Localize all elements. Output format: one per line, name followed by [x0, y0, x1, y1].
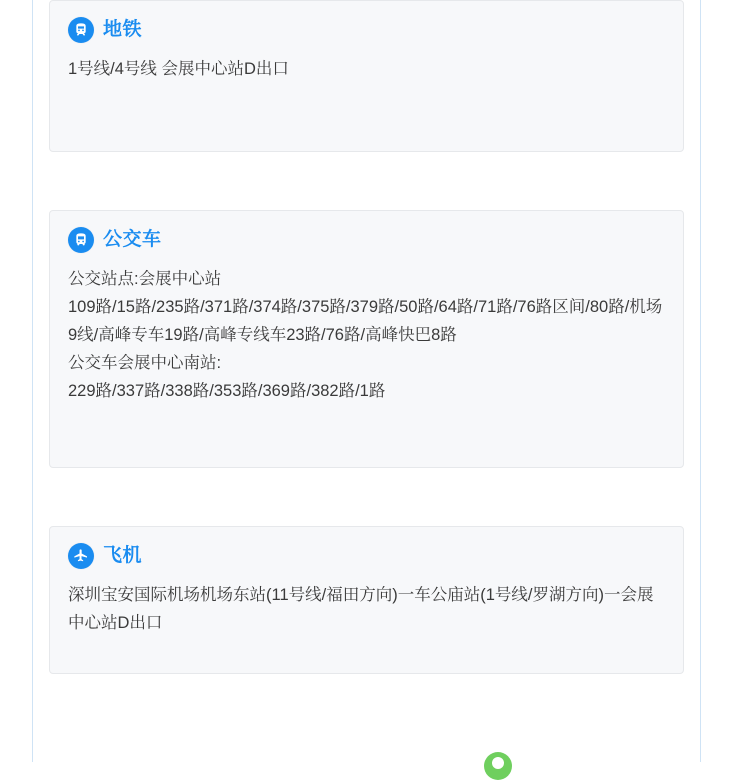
section-card-airplane [49, 526, 684, 674]
section-card-bus-inner [50, 211, 683, 423]
section-line: 1号线/4号线 会展中心站D出口 [68, 60, 289, 78]
page-rail-right [700, 0, 701, 762]
content-column [33, 0, 700, 762]
section-line: 公交站点:会展中心站 [68, 270, 222, 288]
section-card-metro [49, 0, 684, 152]
section-header-bus [68, 227, 665, 253]
metro-icon [68, 17, 94, 43]
section-body-metro [68, 55, 665, 83]
section-card-airplane-inner [50, 527, 683, 655]
section-line: 公交车会展中心南站: [68, 354, 222, 372]
section-header-airplane [68, 543, 665, 569]
section-title-bus: 公交车 [103, 228, 162, 250]
section-line: 109路/15路/235路/371路/374路/375路/379路/50路/64路/71路/76路区间/80路/机场9线/高峰专车19路/高峰专线车23路/76路/高峰快巴8路 [68, 298, 663, 344]
section-line: 深圳宝安国际机场机场东站(11号线/福田方向)一车公庙站(1号线/罗湖方向)一会展中心站D出口 [68, 586, 654, 632]
section-body-bus [68, 265, 665, 405]
section-title-metro: 地铁 [103, 18, 143, 40]
section-body-airplane [68, 581, 665, 637]
section-card-bus [49, 210, 684, 468]
bus-icon [68, 227, 94, 253]
section-line: 229路/337路/338路/353路/369路/382路/1路 [68, 382, 386, 400]
section-header-metro [68, 17, 665, 43]
airplane-icon [68, 543, 94, 569]
bottom-marker-core [492, 757, 504, 769]
section-title-airplane: 飞机 [103, 544, 143, 566]
section-card-metro-inner [50, 1, 683, 101]
